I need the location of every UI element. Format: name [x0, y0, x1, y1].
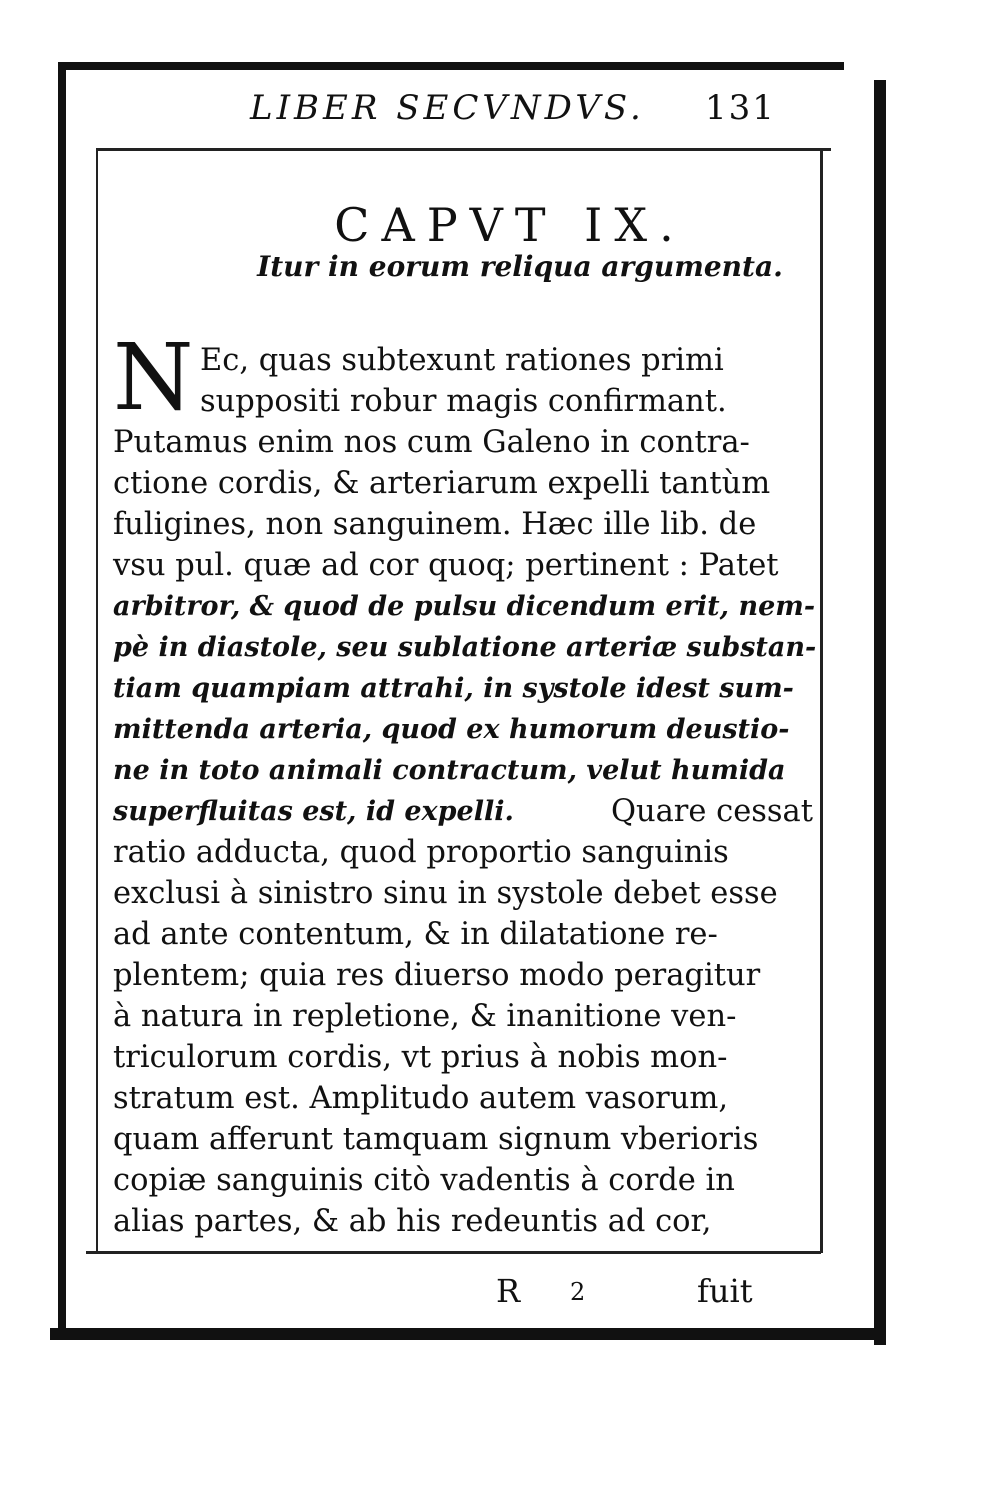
chapter-title: CAPVT IX.	[334, 198, 686, 252]
text-line: Putamus enim nos cum Galeno in contra-	[113, 425, 750, 460]
signature-number: 2	[570, 1278, 586, 1306]
frame-top-rule	[58, 62, 844, 70]
text-line: fuligines, non sanguinem. Hæc ille lib. de	[113, 507, 757, 542]
catchword: fuit	[697, 1272, 753, 1310]
text-line-italic: ne in toto animali contractum, velut humida	[113, 755, 786, 786]
frame-bottom-rule	[50, 1328, 886, 1340]
text-line: copiæ sanguinis citò vadentis à corde in	[113, 1163, 735, 1198]
text-line: ratio adducta, quod proportio sanguinis	[113, 835, 729, 870]
header-rule	[96, 148, 831, 151]
text-line: triculorum cordis, vt prius à nobis mon-	[113, 1040, 728, 1075]
chapter-subtitle: Itur in eorum reliqua argumenta.	[257, 250, 783, 283]
text-line: exclusi à sinistro sinu in systole debet esse	[113, 876, 778, 911]
running-head: LIBER SECVNDVS.	[250, 88, 645, 128]
text-line: ctione cordis, & arteriarum expelli tantùm	[113, 466, 771, 501]
text-line: alias partes, & ab his redeuntis ad cor,	[113, 1204, 712, 1239]
body-text	[113, 422, 817, 1242]
text-line-italic: tiam quampiam attrahi, in systole idest sum-	[113, 673, 794, 704]
signature-mark: R	[496, 1272, 521, 1310]
text-line: plentem; quia res diuerso modo peragitur	[113, 958, 761, 993]
text-line: vsu pul. quæ ad cor quoq; pertinent : Patet	[113, 548, 779, 583]
drop-cap: N	[113, 324, 194, 431]
opening-lines	[200, 340, 813, 422]
page-number: 131	[705, 88, 776, 128]
footer-rule	[86, 1251, 821, 1254]
text-line: suppositi robur magis confirmant.	[200, 384, 727, 419]
roman-segment: Quare cessat	[610, 794, 813, 829]
text-line: stratum est. Amplitudo autem vasorum,	[113, 1081, 729, 1116]
text-line: quam afferunt tamquam signum vberioris	[113, 1122, 759, 1157]
text-line-italic: pè in diastole, seu sublatione arteriæ substan-	[113, 632, 817, 663]
text-line-italic: arbitror, & quod de pulsu dicendum erit, nem-	[113, 591, 816, 622]
text-line: Ec, quas subtexunt rationes primi	[200, 343, 724, 378]
italic-segment: superfluitas est, id expelli.	[113, 796, 514, 827]
text-line-italic: mittenda arteria, quod ex humorum deustio-	[113, 714, 790, 745]
text-line: ad ante contentum, & in dilatatione re-	[113, 917, 718, 952]
text-line: à natura in repletione, & inanitione ven-	[113, 999, 737, 1034]
text-line-mixed	[113, 791, 813, 832]
